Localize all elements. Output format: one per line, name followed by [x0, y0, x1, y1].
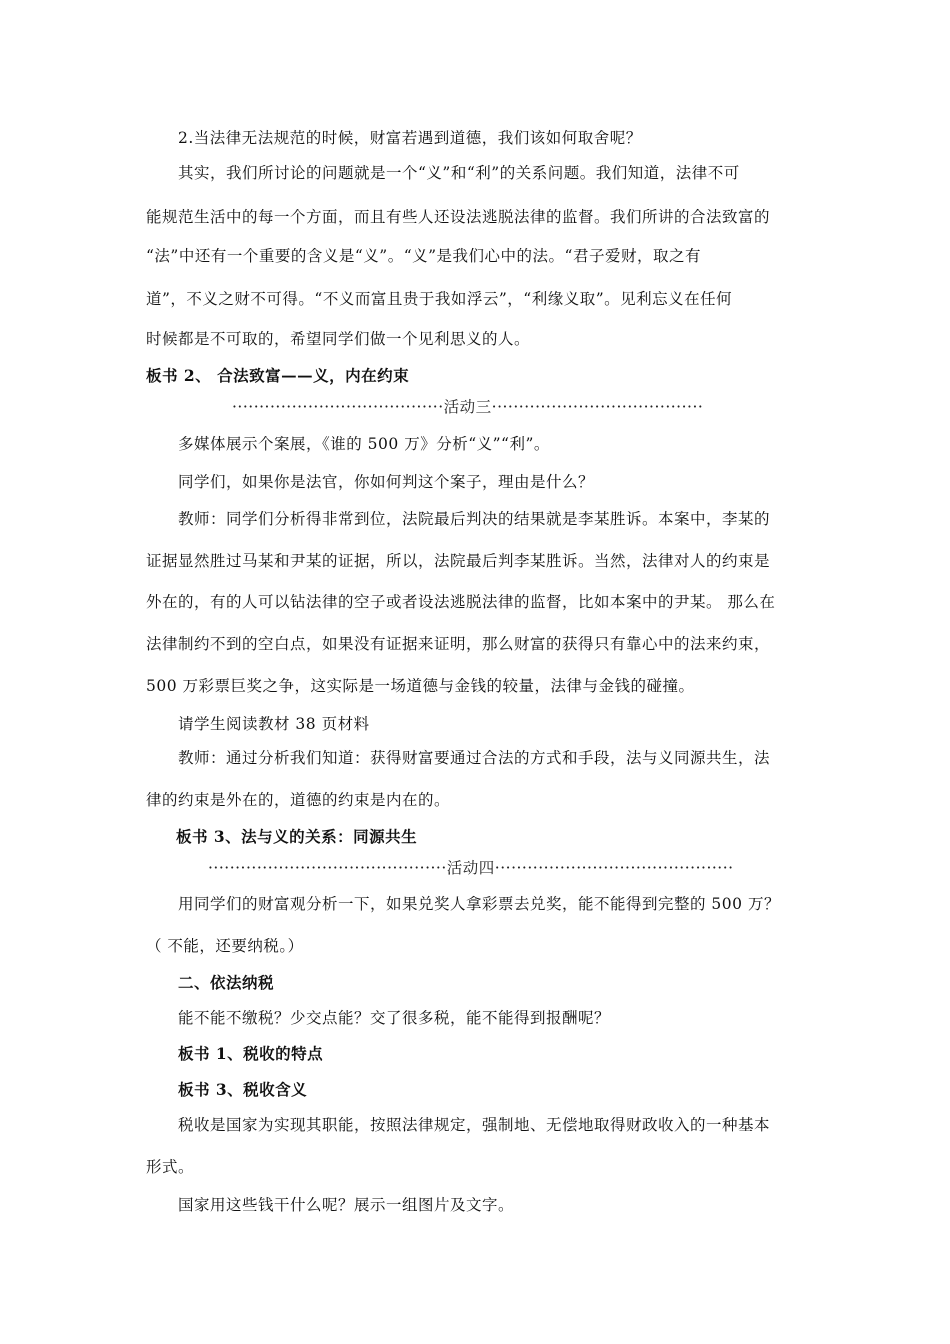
paragraph-line: 时候都是不可取的，希望同学们做一个见利思义的人。 — [146, 330, 531, 348]
paragraph-line: 形式。 — [146, 1158, 195, 1176]
paragraph-line: 证据显然胜过马某和尹某的证据，所以，法院最后判李某胜诉。当然，法律对人的约束是 — [146, 552, 771, 570]
paragraph-line: 能不能不缴税？少交点能？交了很多税，能不能得到报酬呢？ — [178, 1009, 611, 1027]
paragraph-line: 律的约束是外在的，道德的约束是内在的。 — [146, 791, 451, 809]
board-note-1: 板书 1、税收的特点 — [178, 1044, 324, 1063]
paragraph-line: 用同学们的财富观分析一下，如果兑奖人拿彩票去兑奖，能不能得到完整的 500 万？ — [178, 895, 780, 913]
paragraph-line: 税收是国家为实现其职能，按照法律规定，强制地、无偿地取得财政收入的一种基本 — [178, 1116, 771, 1134]
paragraph-line: 500 万彩票巨奖之争，这实际是一场道德与金钱的较量，法律与金钱的碰撞。 — [146, 677, 695, 695]
board-note-2: 板书 2、 合法致富——义，内在约束 — [146, 366, 410, 385]
paragraph-line: 法律制约不到的空白点，如果没有证据来证明，那么财富的获得只有靠心中的法来约束， — [146, 635, 771, 653]
paragraph-line: 同学们，如果你是法官，你如何判这个案子，理由是什么？ — [178, 473, 595, 491]
board-note-3: 板书 3、法与义的关系：同源共生 — [176, 827, 418, 846]
paragraph-line: “法”中还有一个重要的含义是“义”。“义”是我们心中的法。“君子爱财，取之有 — [146, 247, 701, 265]
board-note-3-tax: 板书 3、税收含义 — [178, 1080, 308, 1099]
paragraph-line: 其实，我们所讨论的问题就是一个“义”和“利”的关系问题。我们知道，法律不可 — [178, 164, 740, 182]
activity-4-divider: ············································活动四············································ — [208, 859, 734, 877]
paragraph-line: 教师：同学们分析得非常到位，法院最后判决的结果就是李某胜诉。本案中，李某的 — [178, 510, 771, 528]
paragraph-line: 道”，不义之财不可得。“不义而富且贵于我如浮云”，“利缘义取”。见利忘义在任何 — [146, 290, 733, 308]
activity-3-divider: ·······································活动三······································· — [232, 398, 704, 416]
paragraph-line: 国家用这些钱干什么呢？展示一组图片及文字。 — [178, 1196, 515, 1214]
paragraph-line: 能规范生活中的每一个方面，而且有些人还设法逃脱法律的监督。我们所讲的合法致富的 — [146, 208, 771, 226]
paragraph-line: （ 不能，还要纳税。） — [146, 937, 304, 955]
paragraph-line: 请学生阅读教材 38 页材料 — [178, 715, 370, 733]
paragraph-line: 外在的，有的人可以钻法律的空子或者设法逃脱法律的监督，比如本案中的尹某。 那么在 — [146, 593, 776, 611]
question-2: 2.当法律无法规范的时候，财富若遇到道德，我们该如何取舍呢？ — [178, 129, 642, 147]
paragraph-line: 教师：通过分析我们知道：获得财富要通过合法的方式和手段，法与义同源共生，法 — [178, 749, 771, 767]
paragraph-line: 多媒体展示个案展，《谁的 500 万》分析“义”“利”。 — [178, 435, 550, 453]
section-heading: 二、依法纳税 — [178, 973, 275, 992]
